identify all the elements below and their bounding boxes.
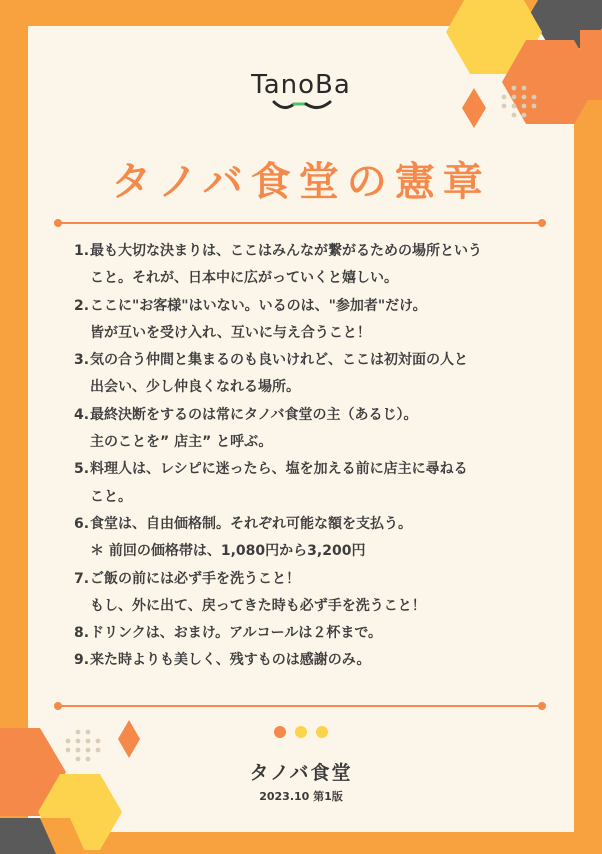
rule-text-line: 料理人は、レシピに迷ったら、塩を加える前に店主に尋ねる [90, 461, 468, 478]
rule-text-line: こと。 [90, 488, 132, 505]
rule-item [74, 566, 544, 621]
footer-dot-yellow-2 [316, 726, 328, 738]
rule-number: 5. [74, 461, 90, 478]
rule-item [74, 647, 544, 674]
rule-text-line: 主のことを” 店主” と呼ぶ。 [90, 434, 273, 451]
rule-item [74, 511, 544, 566]
rule-item [74, 620, 544, 647]
smile-logo-icon [270, 98, 334, 114]
rule-text-line: ご飯の前には必ず手を洗うこと！ [90, 570, 300, 587]
footer-name: タノバ食堂 [249, 762, 353, 784]
rule-number: 4. [74, 406, 90, 423]
charter-rules-list [74, 238, 544, 675]
rule-text-line: ドリンクは、おまけ。アルコールは２杯まで。 [90, 625, 383, 642]
rule-text-line: 最終決断をするのは常にタノバ食堂の主（あるじ）。 [90, 406, 418, 423]
page-title: タノバ食堂の憲章 [111, 159, 491, 205]
footer-dot-orange [274, 726, 286, 738]
rule-text-line: 来た時よりも美しく、残すものは感謝のみ。 [90, 652, 371, 669]
rule-number: 9. [74, 652, 90, 669]
top-divider [58, 222, 542, 224]
rule-text-line: 気の合う仲間と集まるのも良いけれど、ここは初対面の人と [90, 352, 468, 369]
rule-number: 8. [74, 625, 90, 642]
rule-text-line: 出会い、少し仲良くなれる場所。 [90, 379, 300, 396]
rule-number: 3. [74, 352, 90, 369]
footer-edition: 2023.10 第1版 [259, 790, 343, 803]
rule-item [74, 238, 544, 293]
bottom-divider [58, 705, 542, 707]
rule-item [74, 456, 544, 511]
rule-item [74, 347, 544, 402]
rule-item [74, 293, 544, 348]
rule-text-line: 皆が互いを受け入れ、互いに与え合うこと！ [90, 324, 371, 341]
rule-text-line: ＊ 前回の価格帯は、1,080円から3,200円 [90, 543, 366, 560]
rule-text-line: 最も大切な決まりは、ここはみんなが繋がるための場所という [90, 243, 482, 259]
rule-text-line: こと。それが、日本中に広がっていくと嬉しい。 [90, 270, 398, 287]
tanoba-logo-text: TanoBa [251, 70, 351, 100]
rule-text-line: 食堂は、自由価格制。それぞれ可能な額を支払う。 [90, 515, 412, 532]
rule-number: 1. [74, 243, 90, 259]
rule-number: 6. [74, 515, 90, 532]
rule-text-line: もし、外に出て、戻ってきた時も必ず手を洗うこと！ [90, 597, 426, 614]
rule-number: 2. [74, 297, 90, 314]
rule-number: 7. [74, 570, 90, 587]
bottom-diamond-icon [118, 720, 140, 758]
footer-dot-yellow [295, 726, 307, 738]
rule-item [74, 402, 544, 457]
rule-text-line: ここに"お客様"はいない。いるのは、"参加者"だけ。 [90, 297, 427, 314]
